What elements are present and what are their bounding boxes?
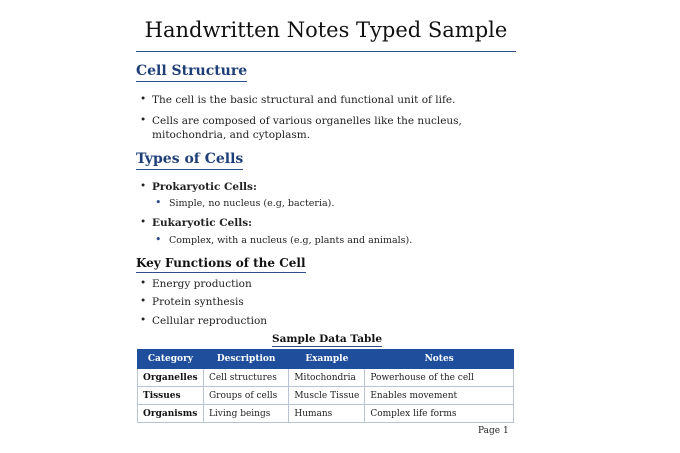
table-cell: Cell structures bbox=[203, 369, 288, 387]
table-cell: Groups of cells bbox=[203, 387, 288, 405]
page-number: Page 1 bbox=[478, 426, 509, 436]
bullet-icon: • bbox=[140, 93, 147, 105]
column-header: Notes bbox=[365, 350, 514, 369]
table-cell: Complex life forms bbox=[365, 405, 514, 423]
heading-types-of-cells: Types of Cells bbox=[136, 151, 243, 170]
heading-key-functions: Key Functions of the Cell bbox=[136, 256, 306, 273]
bullet-icon: • bbox=[140, 114, 147, 126]
table-row bbox=[138, 369, 514, 387]
list-item-text: Cellular reproduction bbox=[152, 315, 268, 327]
column-header: Description bbox=[203, 350, 288, 369]
document-title: Handwritten Notes Typed Sample bbox=[144, 18, 508, 42]
column-header: Category bbox=[138, 350, 204, 369]
bullet-icon: • bbox=[140, 216, 147, 228]
bullet-icon: • bbox=[140, 277, 147, 289]
table-cell: Living beings bbox=[203, 405, 288, 423]
list-item-label: Prokaryotic Cells: bbox=[152, 181, 257, 193]
list-item-text: Cells are composed of various organelles like the nucleus, mitochondria, and cytoplasm. bbox=[152, 115, 462, 141]
sub-list-item-text: Simple, no nucleus (e.g, bacteria). bbox=[169, 198, 335, 209]
table-header-row bbox=[138, 350, 514, 369]
table-cell: Humans bbox=[289, 405, 365, 423]
table-cell: Enables movement bbox=[365, 387, 514, 405]
table-cell: Powerhouse of the cell bbox=[365, 369, 514, 387]
list-item-text: Energy production bbox=[152, 278, 252, 290]
table-caption: Sample Data Table bbox=[272, 333, 383, 345]
title-underline bbox=[136, 51, 516, 52]
heading-cell-structure: Cell Structure bbox=[136, 63, 247, 82]
table-cell: Tissues bbox=[138, 387, 204, 405]
table-row bbox=[138, 405, 514, 423]
table-cell: Muscle Tissue bbox=[289, 387, 365, 405]
list-item-label: Eukaryotic Cells: bbox=[152, 217, 253, 229]
sub-list-item-text: Complex, with a nucleus (e.g, plants and animals). bbox=[169, 235, 413, 246]
list-item-text: The cell is the basic structural and functional unit of life. bbox=[152, 94, 456, 106]
bullet-icon: • bbox=[155, 196, 162, 209]
table-cell: Organelles bbox=[138, 369, 204, 387]
list-item-text: Protein synthesis bbox=[152, 296, 244, 308]
table-cell: Organisms bbox=[138, 405, 204, 423]
table-row bbox=[138, 387, 514, 405]
bullet-icon: • bbox=[155, 233, 162, 246]
column-header: Example bbox=[289, 350, 365, 369]
bullet-icon: • bbox=[140, 314, 147, 326]
bullet-icon: • bbox=[140, 180, 147, 192]
table-cell: Mitochondria bbox=[289, 369, 365, 387]
bullet-icon: • bbox=[140, 295, 147, 307]
data-table bbox=[137, 349, 514, 423]
